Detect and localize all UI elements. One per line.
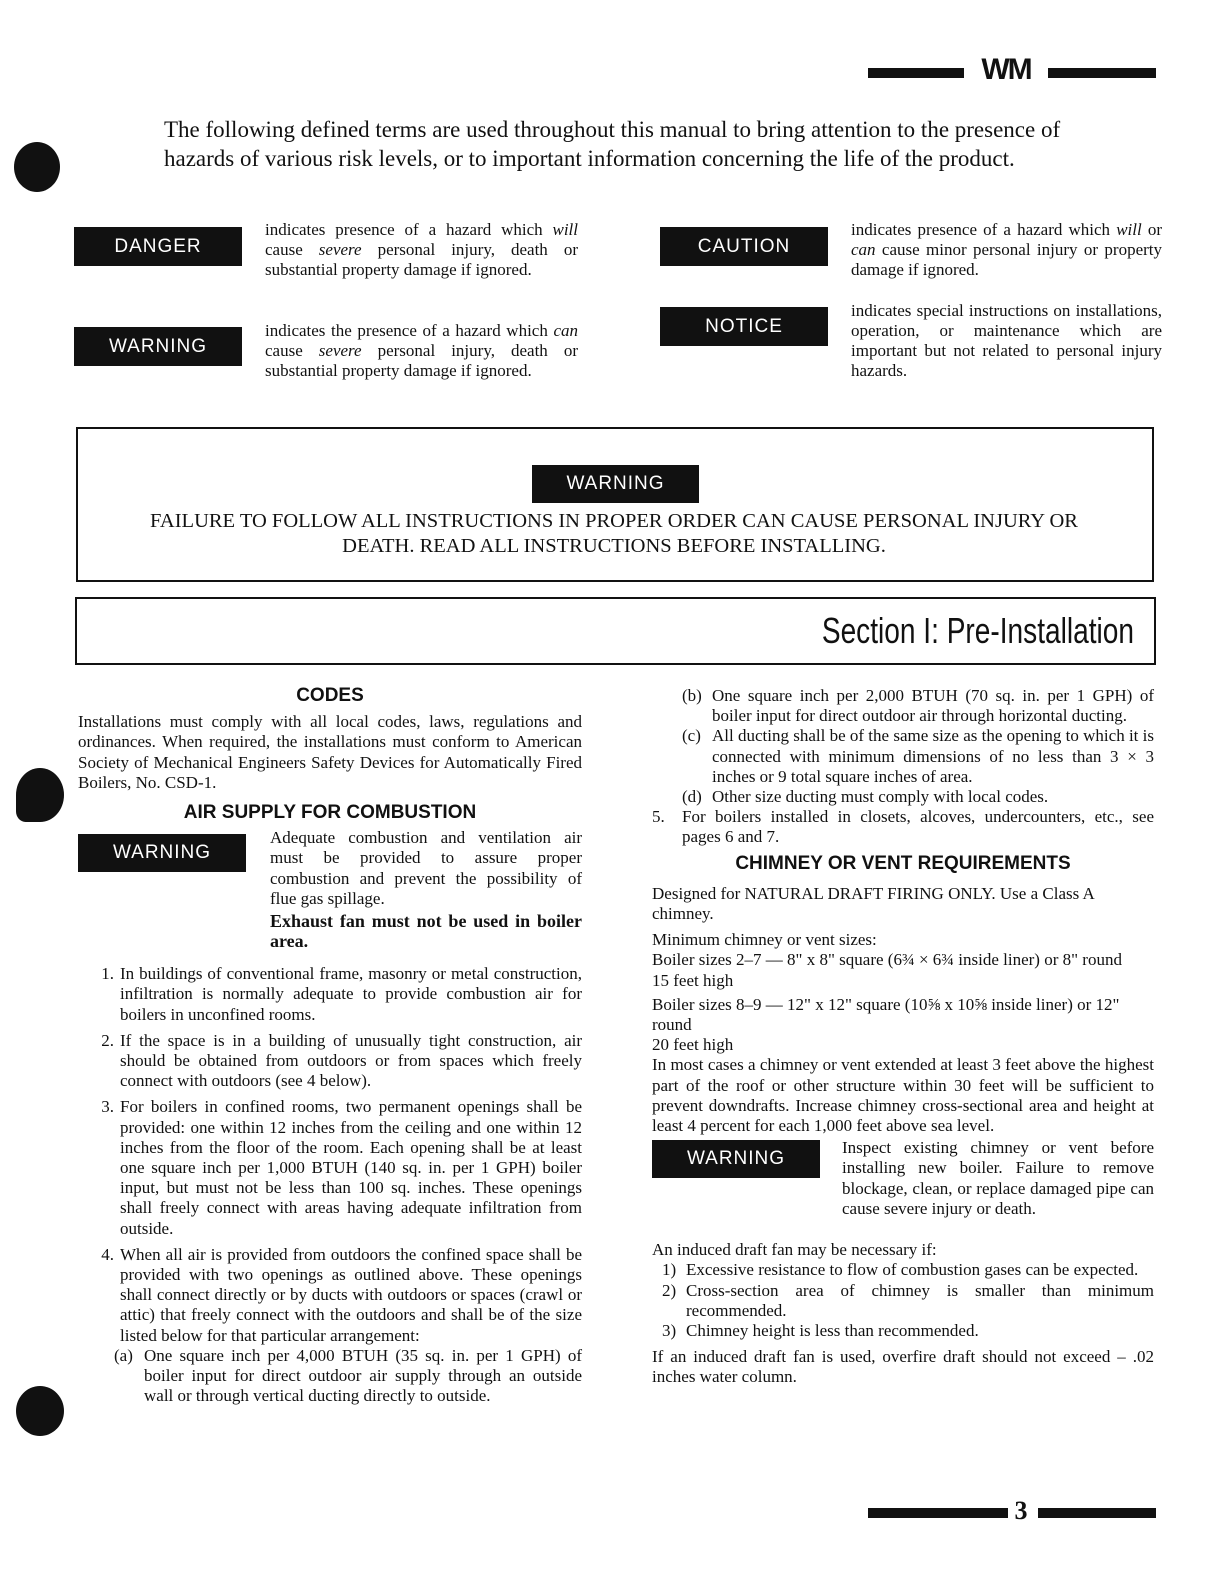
chimney-warning-label: WARNING	[652, 1140, 820, 1178]
main-warning-label: WARNING	[532, 465, 699, 503]
binder-hole-middle	[16, 768, 64, 822]
codes-heading: CODES	[296, 685, 364, 706]
intro-paragraph: The following defined terms are used throughout this manual to bring attention to the presence of hazards of various risk levels, or to important information concerning the life of the product.	[164, 117, 1061, 171]
header-bar-left	[868, 68, 964, 78]
air-item-4c: (c) All ducting shall be of the same size as the opening to which it is connected with minimum dimensions of no less than 3 × 3 inches or 9 total square inches of area.	[682, 726, 1154, 786]
section-title: Section I: Pre-Installation	[821, 610, 1134, 651]
induced-final: If an induced draft fan is used, overfire draft should not exceed – .02 inches water column.	[652, 1347, 1154, 1387]
chimney-designed: Designed for NATURAL DRAFT FIRING ONLY. Use a Class A chimney.	[652, 883, 1094, 924]
codes-text: Installations must comply with all local codes, laws, regulations and ordinances. When required, the installations must conform to American Society of Mechanical Engineers Safety Devices for Automatically Fired Boilers, No. CSD-1.	[78, 712, 582, 792]
air-item-4d: (d) Other size ducting must comply with local codes.	[682, 787, 1049, 807]
footer-bar-left	[868, 1508, 1008, 1518]
air-item-4b: (b) One square inch per 2,000 BTUH (70 sq. in. per 1 GPH) of boiler input for direct outdoor air through horizontal ducting.	[682, 686, 1154, 726]
chimney-size-2-high: 20 feet high	[652, 1035, 734, 1055]
header-bar-right	[1048, 68, 1156, 78]
chimney-warning-block	[652, 1138, 1154, 1240]
caution-definition: indicates presence of a hazard which will or can cause minor personal injury or property damage if ignored.	[851, 220, 1162, 279]
chimney-size-2: Boiler sizes 8–9 — 12" x 12" square (10⅝ x 10⅝ inside liner) or 12" round	[652, 994, 1120, 1035]
air-warning-text: Adequate combustion and ventilation air must be provided to assure proper combustion and prevent the possibility of flue gas spillage. Exhaust fan must not be used in boiler area.	[270, 828, 582, 952]
air-item-4: 4. When all air is provided from outdoors the confined space shall be provided with two openings as outlined above. These openings shall connect directly or by ducts with outdoors or spaces (crawl or attic) that freely connect with the outdoors and shall be of the size listed below for that particular arrangement:	[101, 1244, 582, 1345]
warning-definition: indicates the presence of a hazard which can cause severe personal injury, death or substantial property damage if ignored.	[265, 321, 578, 380]
chimney-min-sizes: Minimum chimney or vent sizes:	[652, 930, 877, 950]
air-supply-heading: AIR SUPPLY FOR COMBUSTION	[183, 802, 477, 824]
footer-bar-right	[1038, 1508, 1156, 1518]
air-warning-label: WARNING	[78, 834, 246, 872]
right-column	[652, 686, 1154, 1388]
binder-hole-bottom	[16, 1386, 64, 1436]
air-item-1: 1. In buildings of conventional frame, masonry or metal construction, infiltration is normally adequate to provide combustion air for boilers in unconfined rooms.	[101, 964, 582, 1024]
left-column	[78, 686, 582, 1406]
logo: WM	[981, 53, 1031, 86]
induced-item-2: 2) Cross-section area of chimney is smaller than minimum recommended.	[662, 1280, 1154, 1320]
chimney-size-1-high: 15 feet high	[652, 970, 734, 990]
caution-label: CAUTION	[660, 227, 828, 266]
air-warning-block	[78, 828, 582, 958]
warning-label: WARNING	[74, 327, 242, 366]
chimney-paragraph: In most cases a chimney or vent extended at least 3 feet above the highest part of the roof or other structure within 30 feet will be sufficient to prevent downdrafts. Increase chimney cross-sectional area and height at least 4 percent for each 1,000 feet above sea level.	[652, 1055, 1154, 1136]
induced-item-3: 3) Chimney height is less than recommended.	[662, 1321, 979, 1341]
air-item-5: 5. For boilers installed in closets, alcoves, undercounters, etc., see pages 6 and 7.	[652, 807, 1154, 847]
chimney-size-1: Boiler sizes 2–7 — 8" x 8" square (6¾ × 6¾ inside liner) or 8" round	[652, 950, 1122, 970]
induced-item-1: 1) Excessive resistance to flow of combustion gases can be expected.	[662, 1260, 1139, 1280]
induced-intro: An induced draft fan may be necessary if:	[652, 1240, 937, 1260]
notice-label: NOTICE	[660, 307, 828, 346]
air-item-3: 3. For boilers in confined rooms, two permanent openings shall be provided: one within 12 inches from the ceiling and one within 12 inches from the floor of the room. Each opening shall be at least one square inch per 1,000 BTUH (140 sq. in. per 1 GPH) boiler input, but must not be less than 100 sq. inches. These openings shall freely connect with areas having adequate infiltration from outside.	[101, 1097, 582, 1238]
air-item-4a: (a) One square inch per 4,000 BTUH (35 sq. in. per 1 GPH) of boiler input for direct outdoor air supply through an outside wall or through vertical ducting directly to outside.	[114, 1345, 582, 1406]
chimney-heading: CHIMNEY OR VENT REQUIREMENTS	[735, 852, 1071, 874]
page-number: 3	[1014, 1496, 1028, 1525]
notice-definition: indicates special instructions on installations, operation, or maintenance which are important but not related to personal injury hazards.	[851, 301, 1162, 380]
chimney-warning-text: Inspect existing chimney or vent before installing new boiler. Failure to remove blockage, clean, or replace damaged pipe can cause severe injury or death.	[842, 1138, 1154, 1218]
main-warning-line2: DEATH. READ ALL INSTRUCTIONS BEFORE INSTALLING.	[342, 535, 886, 557]
main-warning-line1: FAILURE TO FOLLOW ALL INSTRUCTIONS IN PROPER ORDER CAN CAUSE PERSONAL INJURY OR	[150, 510, 1078, 532]
danger-definition: indicates presence of a hazard which will cause severe personal injury, death or substantial property damage if ignored.	[265, 220, 578, 279]
danger-label: DANGER	[74, 227, 242, 266]
binder-hole-top	[14, 142, 60, 192]
air-item-2: 2. If the space is in a building of unusually tight construction, air should be obtained from outdoors or from spaces which freely connect with outdoors (see 4 below).	[101, 1030, 582, 1091]
air-warning-bold: Exhaust fan must not be used in boiler area.	[270, 911, 582, 952]
